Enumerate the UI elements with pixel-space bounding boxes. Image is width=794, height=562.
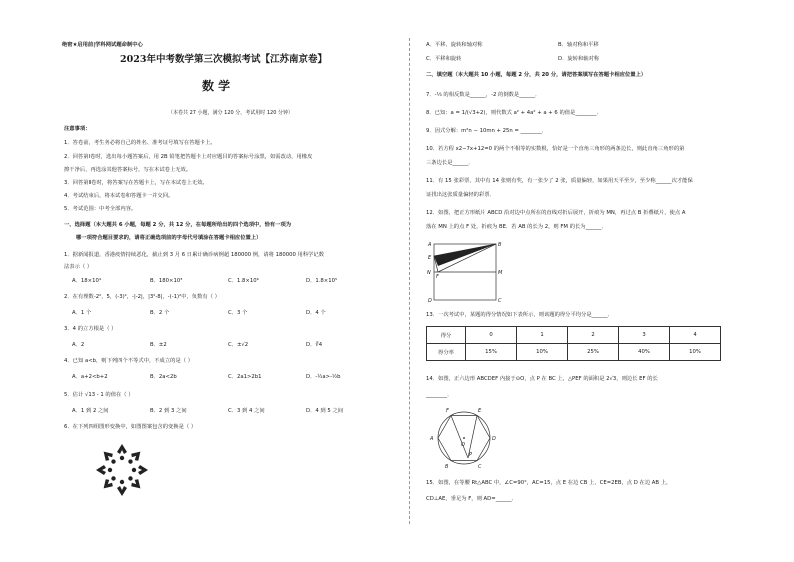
label-M: M — [498, 270, 503, 276]
option: D．∛4 — [306, 342, 323, 348]
section1-heading: 一、选择题（本大题共 6 小题，每题 2 分，共 12 分，在每题所给出的四个选项中，恰有一项为 — [64, 222, 292, 228]
score-table — [426, 326, 721, 361]
exam-title: 2023年中考数学第三次模拟考试【江苏南京卷】 — [120, 54, 327, 65]
table-row — [427, 327, 721, 344]
note-item: 3．回答第Ⅱ卷时，将答案写在答题卡上，写在本试卷上无效。 — [64, 180, 208, 186]
label-D: D — [492, 436, 496, 442]
option: C．平移和旋转 — [426, 56, 462, 62]
option: D．-½a>-½b — [306, 374, 341, 380]
option: D．4 到 5 之间 — [306, 408, 344, 414]
note-item: 擦干净后，再选涂其他答案标号，写在本试卷上无效。 — [64, 167, 192, 173]
option: B．2a<2b — [150, 374, 177, 380]
option: A．平移、旋转和轴对称 — [426, 42, 483, 48]
option: B．轴对称和平移 — [558, 42, 599, 48]
note-item: 2．回答第Ⅰ卷时，选出每小题答案后，用 2B 铅笔把答题卡上对应题目的答案标号涂黑，如需改动，用橡皮 — [64, 154, 313, 160]
label-N: N — [427, 270, 431, 276]
label-P: P — [469, 452, 473, 458]
table-cell: 4 — [670, 327, 721, 344]
option: B．180×10³ — [150, 278, 183, 284]
option: A．18×10⁴ — [72, 278, 101, 284]
option: A．1 到 2 之间 — [72, 408, 109, 414]
question-6: 6．在下列四组图形变换中，如图图案包含的变换是（ ） — [64, 424, 197, 430]
question-5: 5．估计 √13 - 1 的值在（ ） — [64, 392, 134, 398]
option: C．3 个 — [228, 310, 248, 316]
label-A: A — [428, 242, 432, 248]
watermark: 绝密★启用前|学科网试题命制中心 — [62, 42, 143, 48]
option: C．±√2 — [228, 342, 249, 348]
question-11: 11．有 15 张彩票，其中有 14 张则有奖，有一张少了 2 张，质量偏轻，如果用天平至少，至少称______次才能保 — [426, 178, 693, 184]
label-E: E — [428, 255, 432, 261]
note-item: 4．考试结束后，将本试卷和答题卡一并交回。 — [64, 193, 174, 199]
question-14-cont: ________． — [426, 392, 453, 398]
rotation-pattern-figure — [92, 440, 152, 500]
section1-heading-cont: 哪一项符合题目要求的，请将正确选项前的字母代号填涂在答题卡相应位置上） — [76, 235, 262, 241]
label-E: E — [478, 408, 482, 414]
label-C: C — [478, 464, 482, 470]
question-14: 14．如图，正六边形 ABCDEF 内接于⊙O，点 P 在 BC 上，△PEF 的面积是 2√3，则边长 EF 的长 — [426, 376, 658, 382]
label-F: F — [446, 408, 449, 414]
option: A．1 个 — [72, 310, 92, 316]
column-divider — [409, 38, 410, 524]
table-cell: 15% — [466, 344, 517, 361]
table-cell: 0 — [466, 327, 517, 344]
question-1-cont: 法表示（ ） — [64, 264, 93, 270]
notes-heading: 注意事项： — [64, 126, 91, 132]
option: A．2 — [72, 342, 85, 348]
subject-title: 数 学 — [202, 79, 231, 93]
question-15-cont: CD⊥AE，垂足为 F，则 AD=______． — [426, 496, 517, 502]
question-15: 15．如图，在等腰 Rt△ABC 中，∠C=90°，AC=15，点 E 在边 CB 上，CE=2EB，点 D 在边 AB 上， — [426, 480, 672, 486]
table-cell: 10% — [670, 344, 721, 361]
table-cell: 得分率 — [427, 344, 466, 361]
table-row — [427, 344, 721, 361]
option: B．2 个 — [150, 310, 170, 316]
option: C．2a1>2b1 — [228, 374, 262, 380]
question-11-cont: 证找出这张质量偏轻的彩票． — [426, 192, 495, 198]
label-B: B — [498, 242, 502, 248]
note-item: 1．答卷前，考生务必将自己的姓名、准考证号填写在答题卡上。 — [64, 140, 216, 146]
question-3: 3．4 的立方根是（ ） — [64, 326, 117, 332]
question-8: 8．已知：a = 1/(√3+2)，则代数式 a² + 4a² + a + 6 的值是________． — [426, 110, 602, 116]
label-A: A — [430, 436, 434, 442]
label-F: F — [436, 274, 439, 280]
table-cell: 3 — [619, 327, 670, 344]
table-cell: 10% — [517, 344, 568, 361]
table-cell: 40% — [619, 344, 670, 361]
question-10-cont: 三条边长是______． — [426, 160, 474, 166]
question-13: 13．一次考试中，某题的得分情况如下表所示，则该题的得分平均分是______． — [426, 312, 613, 318]
question-12: 12．如图，把正方形纸片 ABCD 沿对边中点所在的直线对折后展开，折痕为 MN，再过点 B 折叠纸片，使点 A — [426, 210, 686, 216]
option: D．4 个 — [306, 310, 326, 316]
hexagon-circle-figure — [428, 404, 500, 472]
label-B: B — [445, 464, 449, 470]
question-12-cont: 落在 MN 上的点 F 处，折痕为 BE．若 AB 的长为 2，则 FM 的长为______． — [426, 224, 607, 230]
option: D．1.8×10⁵ — [306, 278, 338, 284]
question-7: 7．-⅓ 的相反数是______，-2 的倒数是______． — [426, 92, 541, 98]
option: C．1.8×10⁶ — [228, 278, 259, 284]
label-C: C — [498, 298, 502, 304]
option: B．2 到 3 之间 — [150, 408, 187, 414]
square-fold-figure — [426, 240, 506, 306]
option: A．a+2<b+2 — [72, 374, 108, 380]
table-cell: 25% — [568, 344, 619, 361]
question-1: 1．据新闻报道，香港疫情持续恶化，截止到 3 月 6 日累计确诊病例超 180000 例，请将 180000 用科学记数 — [64, 252, 325, 258]
note-item: 5．考试范围：中考全部内容。 — [64, 206, 137, 212]
section2-heading: 二、填空题（本大题共 10 小题，每题 2 分，共 20 分，请把答案填写在答题卡相应位置上） — [426, 72, 647, 78]
exam-meta: （本卷共 27 小题，满分 120 分，考试用时 120 分钟） — [168, 110, 293, 116]
table-cell: 1 — [517, 327, 568, 344]
question-9: 9．因式分解：m²n − 10mn + 25n = ________． — [426, 128, 548, 134]
option: D．旋转和轴对称 — [558, 56, 600, 62]
table-cell: 2 — [568, 327, 619, 344]
question-4: 4．已知 a<b，则下列四个不等式中，不成立的是（ ） — [64, 358, 194, 364]
option: B．±2 — [150, 342, 167, 348]
option: C．3 到 4 之间 — [228, 408, 265, 414]
table-cell: 得分 — [427, 327, 466, 344]
label-O: O — [461, 442, 465, 448]
label-D: D — [428, 298, 432, 304]
question-2: 2．在有理数-2²，5，(-3)²，-|-2|，|3²-8|，-(-1)²中，负数有（ ） — [64, 294, 220, 300]
question-10: 10．若方程 x2−7x+12=0 的两个不相等的实数根，恰好是一个直角三角形的两条边长，则此直角三角形的第 — [426, 146, 685, 152]
